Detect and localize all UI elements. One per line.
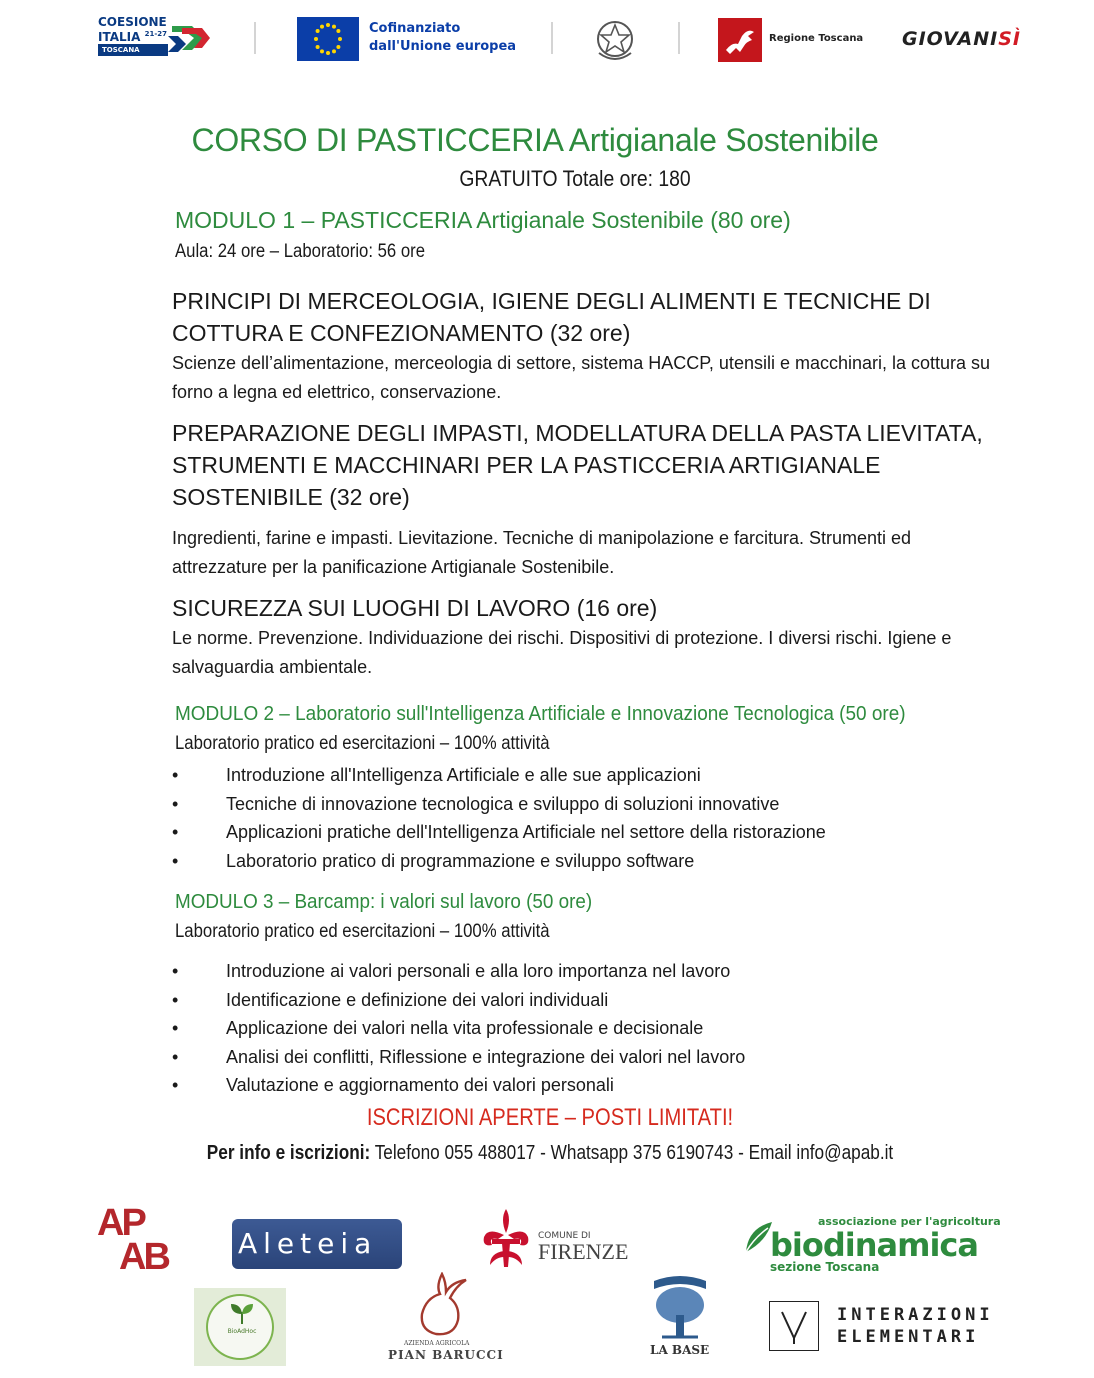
pian-barucci-logo: AZIENDA AGRICOLA PIAN BARUCCI <box>386 1272 496 1364</box>
modulo-3-subtitle: Laboratorio pratico ed esercitazioni – 100% attività <box>175 921 550 942</box>
header-divider <box>678 22 680 54</box>
regione-toscana-logo: Regione Toscana <box>718 18 868 62</box>
giglio-icon <box>478 1207 534 1271</box>
modulo-2-list <box>172 761 826 875</box>
section-description: Le norme. Prevenzione. Individuazione dei rischi. Dispositivi di protezione. I diversi rischi. Igiene e salvaguardia ambientale. <box>172 628 952 677</box>
repubblica-italiana-emblem-icon <box>593 15 637 65</box>
list-item: • Identificazione e definizione dei valori individuali <box>172 989 609 1010</box>
registration-open-banner: ISCRIZIONI APERTE – POSTI LIMITATI! <box>366 1104 734 1131</box>
modulo-1-hours: Aula: 24 ore – Laboratorio: 56 ore <box>175 241 426 262</box>
list-item: • Introduzione ai valori personali e alla loro importanza nel lavoro <box>172 961 731 981</box>
header-logos <box>0 0 1094 82</box>
section-heading: PREPARAZIONE DEGLI IMPASTI, MODELLATURA DELLA PASTA LIEVITATA, STRUMENTI E MACCHINARI PER LA PASTICCERIA ARTIGIANALE SOSTENIBILE (32 ore) <box>172 420 983 510</box>
modulo-1-title: MODULO 1 – PASTICCERIA Artigianale Sostenibile (80 ore) <box>175 207 791 233</box>
list-item: • Applicazione dei valori nella vita professionale e decisionale <box>172 1018 704 1038</box>
biodinamica-logo: associazione per l'agricoltura biodinamica sezione Toscana <box>740 1212 980 1276</box>
coesione-italia-logo: COESIONE ITALIA $^{21-27}$ TOSCANA <box>98 16 214 60</box>
section-description: Scienze dell’alimentazione, merceologia di settore, sistema HACCP, utensili e macchinari, la cottura su forno a legna ed elettrico, conservazione. <box>172 353 991 402</box>
eu-flag-icon <box>297 17 359 61</box>
section-heading: PRINCIPI DI MERCEOLOGIA, IGIENE DEGLI ALIMENTI E TECNICHE DI COTTURA E CONFEZIONAMENTO (32 ore) <box>172 288 931 346</box>
header-divider <box>551 22 553 54</box>
tree-book-icon <box>648 1267 712 1343</box>
aleteia-logo: Aleteia <box>232 1219 402 1269</box>
hare-icon <box>396 1272 486 1340</box>
la-base-logo: LA BASE <box>648 1267 718 1363</box>
modulo-3-list <box>172 957 745 1100</box>
modulo-2-subtitle: Laboratorio pratico ed esercitazioni – 100% attività <box>175 733 550 754</box>
contact-info: Per info e iscrizioni: Telefono 055 488017 - Whatsapp 375 6190743 - Email info@apab.it <box>206 1142 894 1164</box>
coesione-arrows-icon <box>168 22 212 58</box>
eu-cofinanced-logo: Cofinanziato dall'Unione europea <box>297 17 517 61</box>
list-item: • Introduzione all'Intelligenza Artificiale e alle sue applicazioni <box>172 765 701 785</box>
interazioni-elementari-logo: INTERAZIONI ELEMENTARI <box>769 1301 1009 1351</box>
apab-logo: AP AB <box>97 1202 168 1278</box>
page-subtitle: GRATUITO Totale ore: 180 <box>459 166 691 191</box>
section-description: Ingredienti, farine e impasti. Lievitazione. Tecniche di manipolazione e farcitura. Strumenti ed attrezzature per la panificazione Artigianale Sostenibile. <box>172 528 912 577</box>
giovani-si-logo: GIOVANISÌ <box>902 28 1021 50</box>
comune-di-firenze-logo: COMUNE DI FIRENZE <box>478 1207 648 1287</box>
page-title: CORSO DI PASTICCERIA Artigianale Sostenibile <box>191 122 879 158</box>
v-glyph-icon <box>770 1302 818 1350</box>
list-item: • Analisi dei conflitti, Riflessione e integrazione dei valori nel lavoro <box>172 1046 746 1067</box>
bioadhoc-logo: BioAdHoc <box>194 1288 286 1366</box>
modulo-2-title: MODULO 2 – Laboratorio sull'Intelligenza Artificiale e Innovazione Tecnologica (50 ore) <box>175 702 906 725</box>
list-item: • Laboratorio pratico di programmazione e sviluppo software <box>172 850 695 871</box>
list-item: • Tecniche di innovazione tecnologica e sviluppo di soluzioni innovative <box>172 793 780 814</box>
pegasus-icon <box>718 18 762 62</box>
sprout-icon <box>227 1302 257 1326</box>
list-item: • Applicazioni pratiche dell'Intelligenza Artificiale nel settore della ristorazione <box>172 822 826 842</box>
modulo-3-title: MODULO 3 – Barcamp: i valori sul lavoro (50 ore) <box>175 890 593 913</box>
section-heading: SICUREZZA SUI LUOGHI DI LAVORO (16 ore) <box>172 595 658 621</box>
list-item: • Valutazione e aggiornamento dei valori personali <box>172 1075 614 1095</box>
header-divider <box>254 22 256 54</box>
